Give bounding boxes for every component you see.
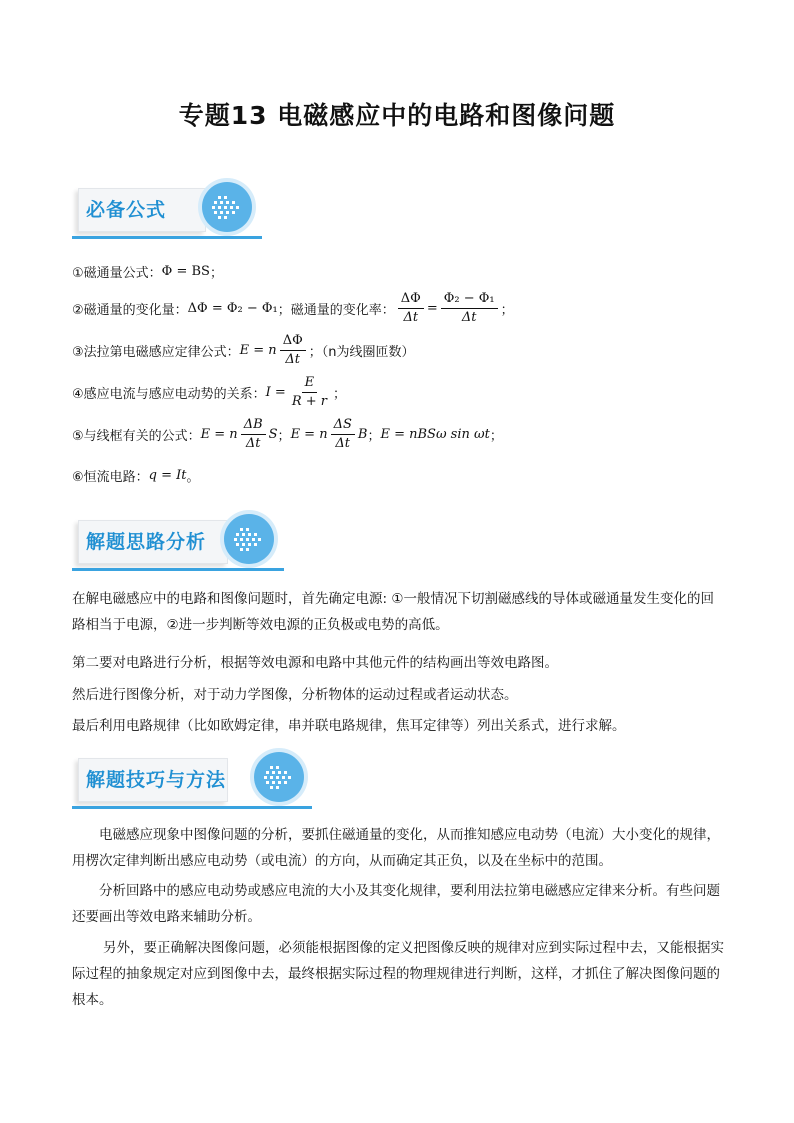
- fraction: $\frac{\text{Φ₂ − Φ₁}}{\Delta t}$: [441, 291, 498, 326]
- page-title: 专题13 电磁感应中的电路和图像问题: [178, 101, 616, 130]
- section-heading-methods: 解题技巧与方法: [86, 769, 227, 791]
- arrow-grid-icon: [224, 514, 274, 564]
- formula-constant-current: ⑥恒流电路： q = It 。: [72, 467, 200, 485]
- analysis-paragraph: 第二要对电路进行分析，根据等效电源和电路中其他元件的结构画出等效电路图。: [72, 655, 558, 671]
- arrow-grid-icon: [202, 182, 252, 232]
- section-badge-methods: [72, 750, 312, 816]
- method-paragraph: 另外，要正确解决图像问题，必须能根据图像的定义把图像反映的规律对应到实际过程中去，又能根据实际过程的抽象规定对应到图像中去，最终根据实际过程的物理规律进行判断，这样，才抓住了解决图像问题的根本。: [72, 940, 724, 1008]
- arrow-grid-icon: [254, 752, 304, 802]
- analysis-paragraph: 然后进行图像分析，对于动力学图像，分析物体的运动过程或者运动状态。: [72, 687, 518, 703]
- fraction: $\frac{\Delta\Phi}{\Delta t}$: [398, 291, 424, 326]
- fraction: $\frac{\Delta B}{\Delta t}$: [241, 417, 266, 452]
- fraction: $\frac{E}{R + r}$: [291, 374, 327, 409]
- analysis-paragraph: 最后利用电路规律（比如欧姆定律，串并联电路规律，焦耳定律等）列出关系式，进行求解。: [72, 718, 626, 734]
- formula-frame: ⑤与线框有关的公式： E = n $\frac{\Delta B}{\Delta t}$ S ； E = n $\frac{\Delta S}{\Delta t}$ B ； E = nBSω sin ωt ；: [72, 416, 503, 451]
- section-badge-analysis: [72, 512, 312, 578]
- section-badge-formulas: [72, 180, 312, 246]
- section-heading-analysis: 解题思路分析: [86, 531, 207, 553]
- method-paragraph: 电磁感应现象中图像问题的分析，要抓住磁通量的变化，从而推知感应电动势（电流）大小变化的规律，用楞次定律判断出感应电动势（或电流）的方向，从而确定其正负，以及在坐标中的范围。: [72, 827, 720, 869]
- fraction: $\frac{\Delta\Phi}{\Delta t}$: [280, 333, 306, 368]
- formula-flux: ①磁通量公式： Φ = BS ；: [72, 263, 223, 281]
- analysis-paragraph: 在解电磁感应中的电路和图像问题时，首先确定电源: ①一般情况下切割磁感线的导体或磁通量发生变化的回路相当于电源，②进一步判断等效电源的正负极或电势的高低。: [72, 591, 714, 633]
- formula-flux-change: ②磁通量的变化量： ΔΦ = Φ₂ − Φ₁ ；磁通量的变化率： $\frac{\Delta\Phi}{\Delta t}$ = $\frac{\text{Φ₂ − Φ₁}}{\Delta t}$ ；: [72, 290, 514, 325]
- fraction: $\frac{\Delta S}{\Delta t}$: [331, 417, 355, 452]
- section-heading-formulas: 必备公式: [86, 199, 167, 221]
- formula-current: ④感应电流与感应电动势的关系： I = $\frac{E}{R + r}$ ；: [72, 374, 347, 409]
- formula-faraday: ③法拉第电磁感应定律公式： E = n $\frac{\Delta\Phi}{\Delta t}$ ；（n为线圈匝数）: [72, 332, 415, 367]
- method-paragraph: 分析回路中的感应电动势或感应电流的大小及其变化规律，要利用法拉第电磁感应定律来分析。有些问题还要画出等效电路来辅助分析。: [72, 883, 720, 925]
